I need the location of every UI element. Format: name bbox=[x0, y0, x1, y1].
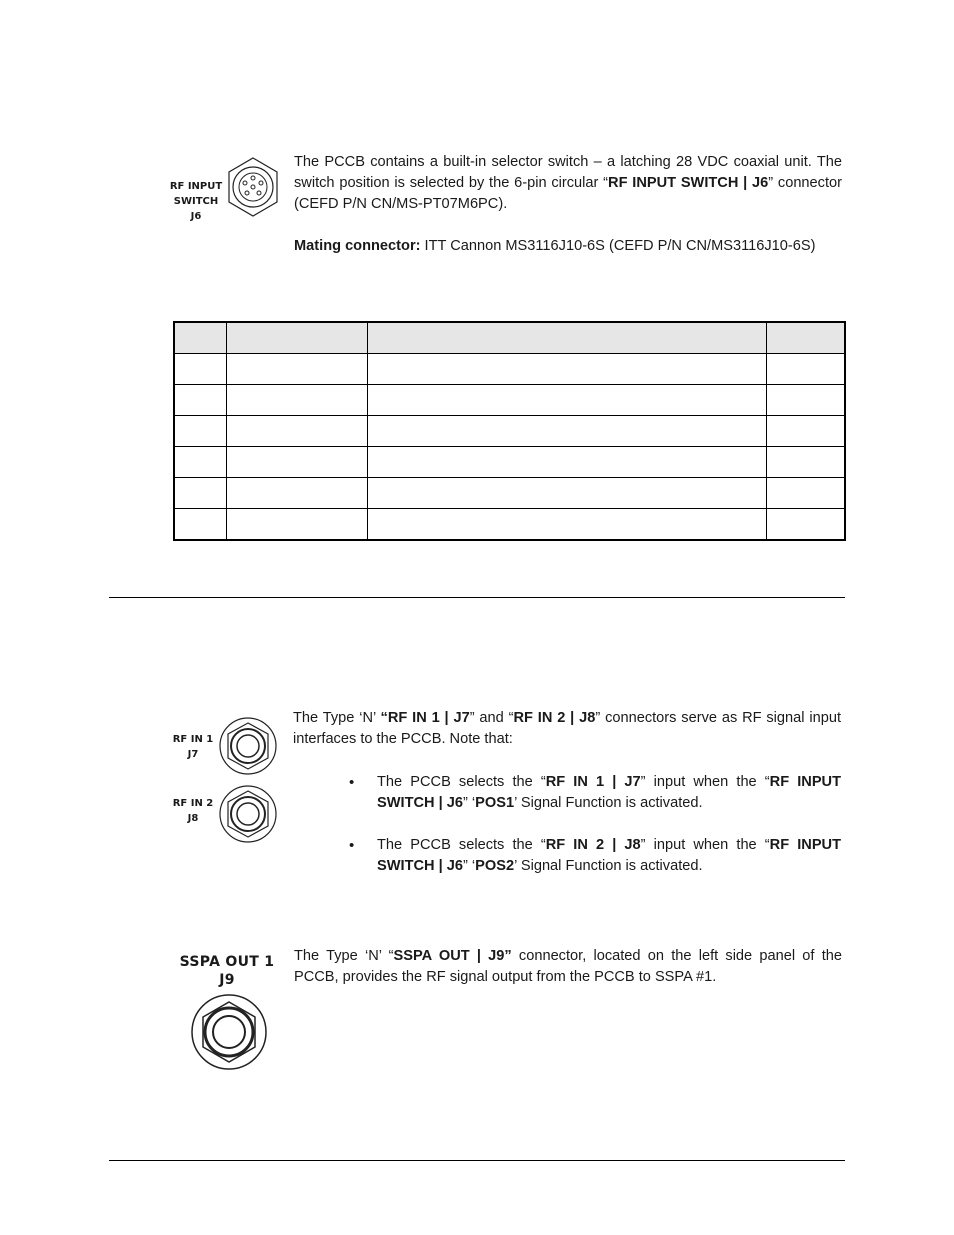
j6-label-line2: SWITCH bbox=[173, 196, 219, 207]
circular-connector-icon bbox=[226, 156, 280, 218]
table-row bbox=[174, 447, 845, 478]
table-row bbox=[174, 416, 845, 447]
type-n-connector-icon bbox=[218, 784, 278, 844]
j8-label-line2: J8 bbox=[187, 813, 199, 824]
j6-mating-connector: Mating connector: ITT Cannon MS3116J10-6S (CEFD P/N CN/MS3116J10-6S) bbox=[294, 238, 816, 254]
table-header-row bbox=[174, 322, 845, 354]
j7j8-description bbox=[293, 708, 841, 750]
j8-label bbox=[164, 796, 222, 826]
j9-label-line2: J9 bbox=[219, 972, 235, 988]
j9-paragraph: The Type ‘N’ “SSPA OUT | J9” connector, located on the left side panel of the PCCB, provides the RF signal output from the PCCB to SSPA #1. bbox=[294, 948, 842, 985]
j6-label bbox=[163, 179, 229, 224]
pin-assignment-table bbox=[173, 321, 846, 541]
j7-label-line1: RF IN 1 bbox=[172, 734, 214, 745]
type-n-connector-icon bbox=[190, 993, 268, 1071]
type-n-connector-icon bbox=[218, 716, 278, 776]
j8-label-line1: RF IN 2 bbox=[172, 798, 214, 809]
j6-label-line1: RF INPUT bbox=[169, 181, 223, 192]
section-divider bbox=[109, 597, 845, 598]
table-row bbox=[174, 354, 845, 385]
table-row bbox=[174, 509, 845, 541]
j7-label bbox=[164, 732, 222, 762]
j7-label-line2: J7 bbox=[187, 749, 199, 760]
list-item: • The PCCB selects the “RF IN 1 | J7” input when the “RF INPUT SWITCH | J6” ‘POS1’ Signal Function is activated. bbox=[377, 772, 841, 814]
j6-label-line3: J6 bbox=[190, 211, 202, 222]
table-row bbox=[174, 478, 845, 509]
j9-description bbox=[294, 946, 842, 988]
j7j8-bullets bbox=[377, 772, 841, 898]
list-item: • The PCCB selects the “RF IN 2 | J8” input when the “RF INPUT SWITCH | J6” ‘POS2’ Signal Function is activated. bbox=[377, 835, 841, 877]
j6-paragraph: The PCCB contains a built-in selector switch – a latching 28 VDC coaxial unit. The switch position is selected by the 6-pin circular “RF INPUT SWITCH | J6” connector (CEFD P/N CN/MS-PT07M6PC). bbox=[294, 154, 842, 212]
table-row bbox=[174, 385, 845, 416]
footer-divider bbox=[109, 1160, 845, 1161]
j9-label-line1: SSPA OUT 1 bbox=[179, 954, 275, 970]
j6-description bbox=[294, 152, 842, 257]
j9-label bbox=[174, 953, 280, 989]
j7j8-paragraph: The Type ‘N’ “RF IN 1 | J7” and “RF IN 2 | J8” connectors serve as RF signal input interfaces to the PCCB. Note that: bbox=[293, 710, 842, 747]
